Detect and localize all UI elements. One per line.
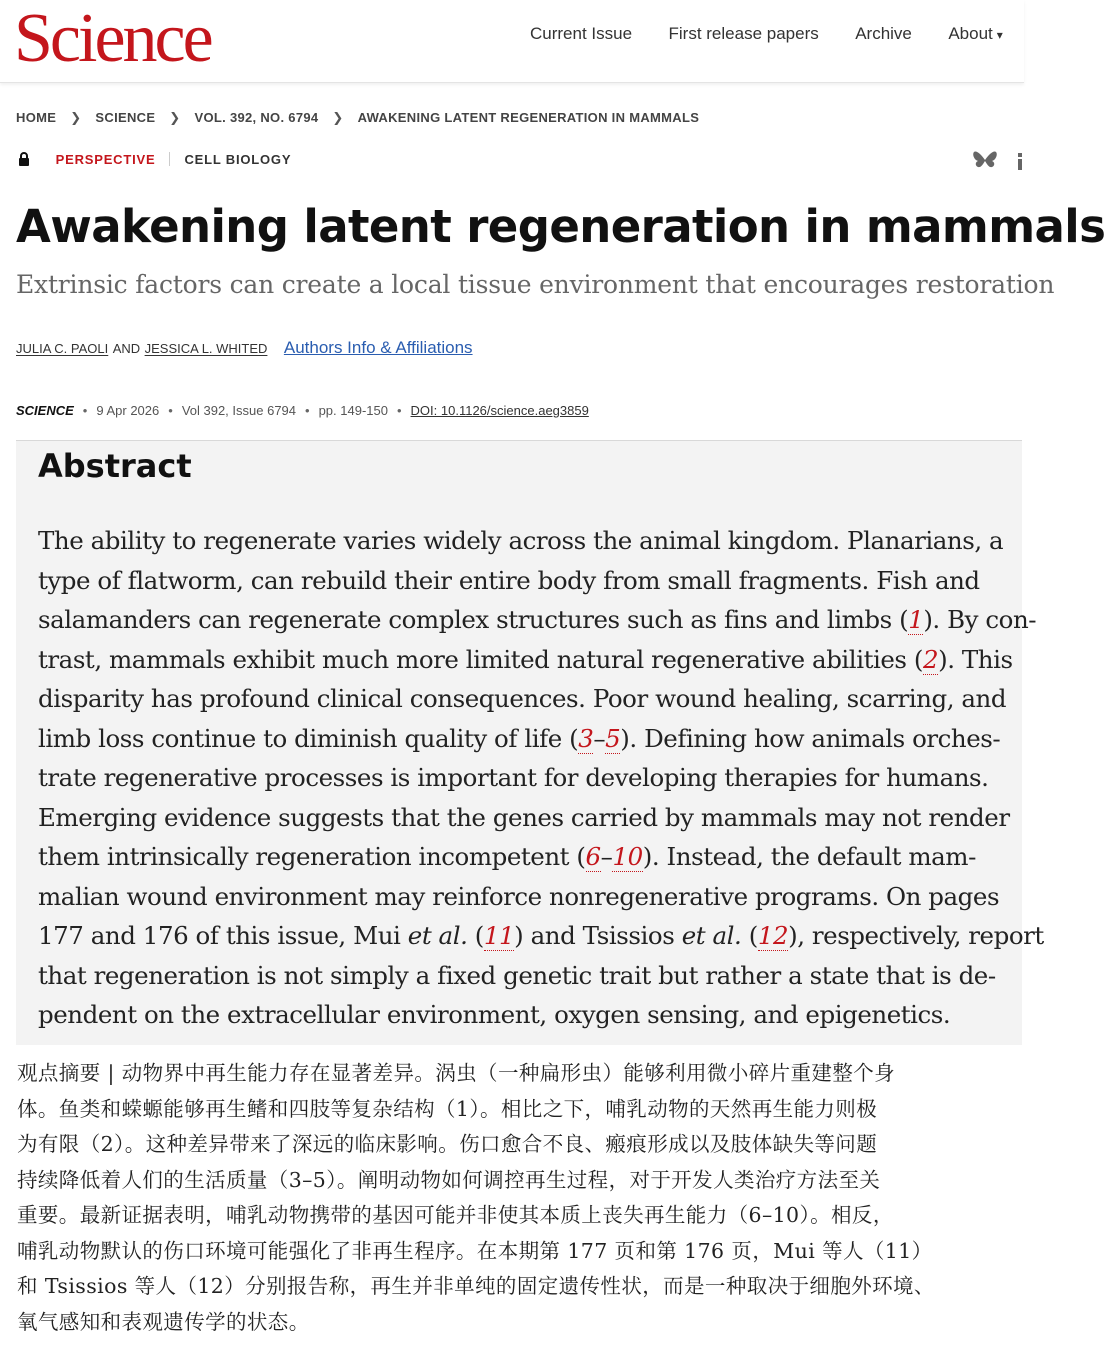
chevron-right-icon: ❯ — [169, 110, 181, 125]
abstract-text: disparity has profound clinical consequences. Poor wound healing, scarring, and — [38, 684, 1007, 713]
abstract-text: 177 and 176 of this issue, Mui — [38, 921, 408, 950]
abstract-line — [38, 679, 1008, 719]
breadcrumb-volume[interactable]: VOL. 392, NO. 6794 — [194, 110, 319, 125]
article-type[interactable]: PERSPECTIVE — [55, 152, 156, 167]
nav-first-release[interactable]: First release papers — [668, 24, 819, 43]
abstract-text: malian wound environment may reinforce nonregenerative programs. On pages — [38, 881, 1000, 911]
abstract-text: – — [600, 842, 613, 871]
reference-link[interactable]: 1 — [908, 605, 924, 634]
abstract-text: ). By con- — [923, 605, 1037, 634]
abstract-text: ) and Tsissios — [514, 921, 682, 950]
separator-dot: • — [82, 403, 88, 418]
citation-meta — [16, 403, 589, 418]
abstract-heading: Abstract — [38, 447, 192, 485]
breadcrumb-home[interactable]: HOME — [16, 110, 57, 125]
article-category[interactable]: CELL BIOLOGY — [184, 152, 292, 167]
abstract-text: Emerging evidence suggests that the genes carried by mammals may not render — [38, 802, 1010, 832]
abstract-line — [38, 561, 1008, 601]
abstract-line — [38, 758, 1008, 798]
reference-link[interactable]: 2 — [922, 644, 939, 674]
nav-about-label: About — [948, 24, 993, 43]
breadcrumb-article: AWAKENING LATENT REGENERATION IN MAMMALS — [357, 110, 700, 125]
abstract-text: ( — [741, 921, 758, 950]
article-title: Awakening latent regeneration in mammals — [16, 200, 1105, 253]
article-type-row — [18, 152, 291, 167]
publish-date: 9 Apr 2026 — [96, 403, 160, 418]
abstract-line — [38, 640, 1013, 680]
science-logo[interactable]: Science — [14, 0, 211, 77]
abstract-text: The ability to regenerate varies widely across the animal kingdom. Planarians, a — [38, 526, 1004, 555]
abstract-line — [38, 877, 1008, 917]
abstract-text: ). Instead, the default mam- — [642, 842, 976, 871]
abstract-text: trast, mammals exhibit much more limited natural regenerative abilities ( — [38, 644, 923, 674]
doi-link[interactable]: DOI: 10.1126/science.aeg3859 — [410, 403, 589, 418]
share-tools — [972, 150, 1024, 172]
abstract-text: – — [593, 723, 606, 753]
translation-line: 体。鱼类和蝾螈能够再生鳍和四肢等复杂结构（1）。相比之下，哺乳动物的天然再生能力则极 — [17, 1096, 878, 1121]
abstract-line — [38, 956, 1008, 996]
author-link[interactable]: JESSICA L. WHITED — [144, 341, 268, 356]
chevron-right-icon: ❯ — [70, 110, 82, 125]
translation-line: 哺乳动物默认的伤口环境可能强化了非再生程序。在本期第 177 页和第 176 页，Mui 等人（11） — [17, 1238, 933, 1263]
journal-name: SCIENCE — [16, 403, 74, 418]
abstract-line — [38, 837, 1008, 877]
author-link[interactable]: JULIA C. PAOLI — [16, 341, 109, 356]
breadcrumb — [16, 110, 699, 126]
divider — [169, 152, 170, 166]
chevron-down-icon: ▾ — [996, 28, 1003, 42]
abstract-text: ). This — [938, 644, 1013, 674]
site-header — [0, 0, 1024, 83]
abstract-section — [16, 440, 1044, 1045]
author-and: AND — [112, 341, 141, 356]
separator-dot: • — [305, 403, 310, 418]
abstract-line — [38, 916, 1044, 956]
nav-current-issue[interactable]: Current Issue — [530, 24, 633, 43]
main-nav — [530, 24, 1035, 44]
more-share-icon[interactable] — [1014, 150, 1024, 172]
translation-paragraph — [17, 1056, 1021, 1340]
abstract-text: them intrinsically regeneration incompetent ( — [38, 842, 586, 871]
translation-line: 为有限（2）。这种差异带来了深远的临床影响。伤口愈合不良、瘢痕形成以及肢体缺失等问题 — [17, 1132, 878, 1156]
abstract-text: salamanders can regenerate complex structures such as fins and limbs ( — [38, 605, 909, 634]
abstract-line — [38, 521, 1008, 561]
nav-about[interactable] — [948, 24, 1002, 44]
abstract-text: pendent on the extracellular environment, oxygen sensing, and epigenetics. — [38, 1000, 951, 1029]
et-al: et al. — [681, 921, 742, 950]
nav-archive[interactable]: Archive — [855, 24, 912, 43]
reference-link[interactable]: 3 — [578, 723, 594, 753]
chevron-right-icon: ❯ — [332, 110, 344, 125]
reference-link[interactable]: 10 — [612, 842, 643, 871]
abstract-line — [38, 600, 1037, 640]
abstract-line — [38, 798, 1008, 838]
abstract-line — [38, 995, 1008, 1035]
abstract-text: ( — [467, 921, 484, 950]
abstract-text: ), respectively, report — [788, 921, 1044, 950]
abstract-text: limb loss continue to diminish quality of life ( — [38, 723, 579, 753]
lock-icon — [18, 152, 30, 166]
separator-dot: • — [396, 403, 402, 418]
breadcrumb-science[interactable]: SCIENCE — [95, 110, 156, 125]
abstract-text: trate regenerative processes is important for developing therapies for humans. — [38, 763, 989, 792]
separator-dot: • — [168, 403, 173, 418]
article-subtitle: Extrinsic factors can create a local tissue environment that encourages restoration — [16, 270, 1055, 299]
abstract-text: ). Defining how animals orches- — [620, 723, 1001, 753]
reference-link[interactable]: 12 — [757, 921, 789, 950]
translation-line: 持续降低着人们的生活质量（3–5）。阐明动物如何调控再生过程，对于开发人类治疗方法至关 — [17, 1167, 881, 1192]
translation-line: 和 Tsissios 等人（12）分别报告称，再生并非单纯的固定遗传性状，而是一种取决于细胞外环境、 — [17, 1274, 935, 1298]
volume-issue[interactable]: Vol 392, Issue 6794 — [181, 403, 297, 418]
bluesky-icon[interactable] — [972, 150, 998, 172]
abstract-text: that regeneration is not simply a fixed genetic trait but rather a state that is de- — [38, 960, 996, 990]
abstract-text: type of flatworm, can rebuild their entire body from small fragments. Fish and — [38, 565, 980, 595]
reference-link[interactable]: 5 — [605, 723, 621, 753]
translation-line: 氧气感知和表观遗传学的状态。 — [17, 1309, 310, 1334]
et-al: et al. — [407, 921, 468, 950]
abstract-line — [38, 719, 1008, 759]
abstract-body — [38, 521, 1044, 1035]
page-range: pp. 149-150 — [318, 403, 388, 418]
translation-line: 重要。最新证据表明，哺乳动物携带的基因可能并非使其本质上丧失再生能力（6–10）。相反， — [17, 1203, 894, 1227]
authors-affiliations-link[interactable]: Authors Info & Affiliations — [283, 338, 473, 357]
translation-line: 观点摘要 | 动物界中再生能力存在显著差异。涡虫（一种扁形虫）能够利用微小碎片重建整个身 — [17, 1061, 896, 1085]
reference-link[interactable]: 6 — [585, 842, 601, 871]
author-line — [16, 338, 473, 358]
reference-link[interactable]: 11 — [483, 921, 515, 950]
